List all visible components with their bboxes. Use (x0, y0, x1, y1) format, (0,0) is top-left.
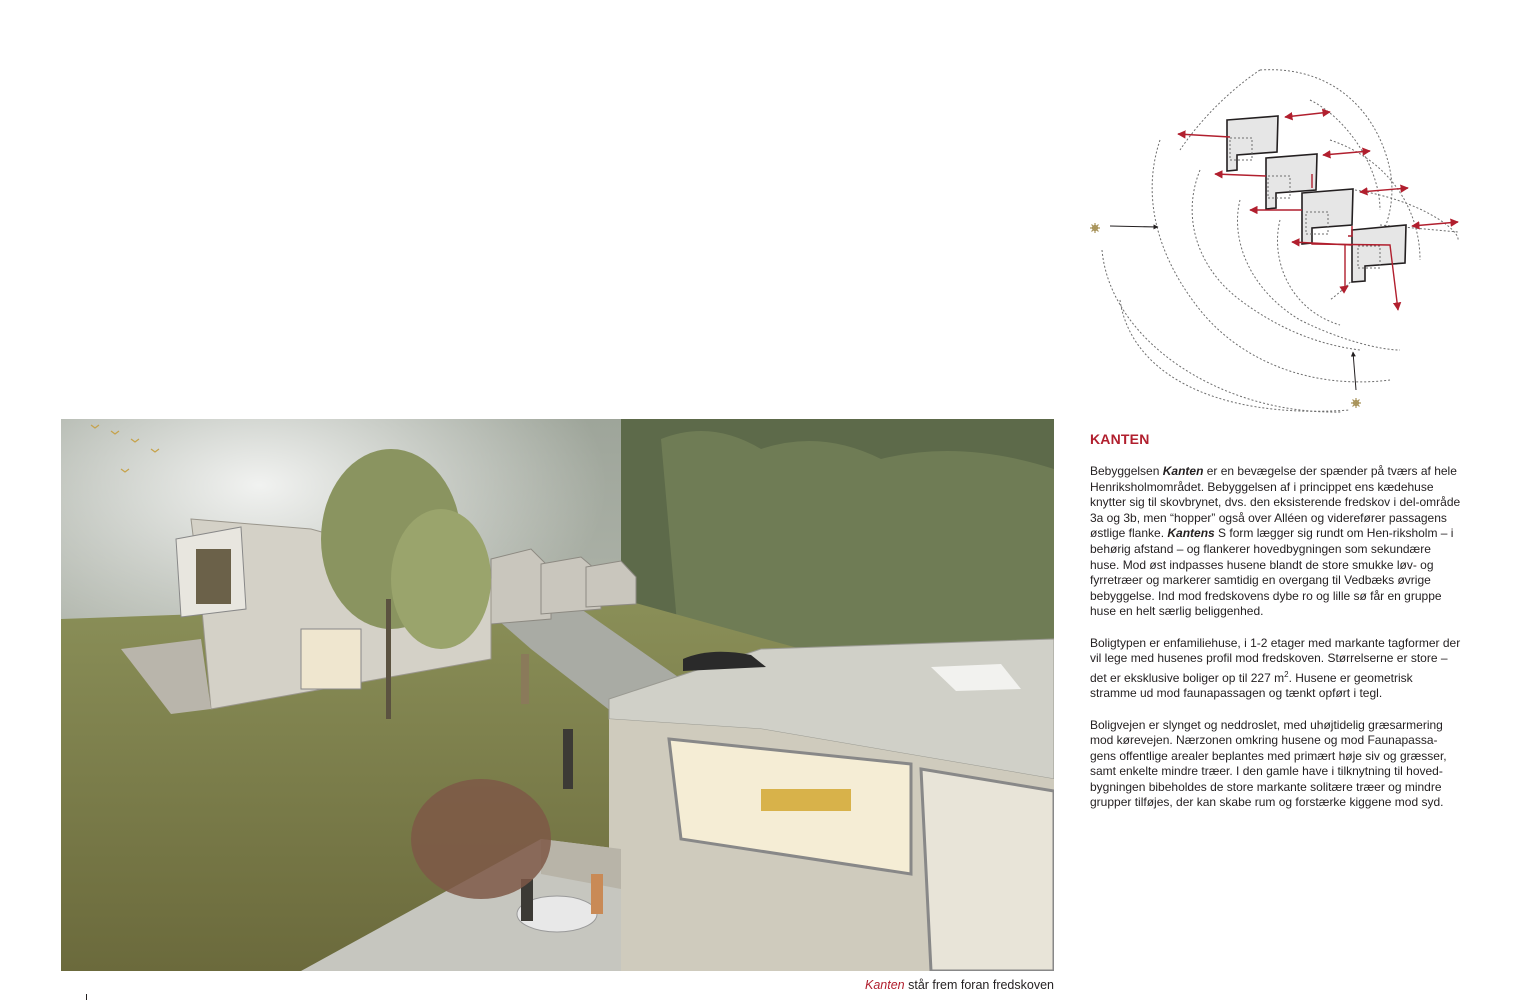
movement-arrow (1178, 134, 1230, 137)
term-kanten: Kanten (1162, 464, 1204, 478)
house-3 (1302, 189, 1353, 244)
person (591, 874, 603, 914)
paragraph-2-post: . Husene er geometrisk stramme ud mod faunapassagen og tænkt opført i tegl. (1090, 670, 1413, 701)
movement-arrow (1360, 188, 1408, 192)
image-caption (865, 978, 1054, 992)
site-plan-diagram (1080, 60, 1480, 430)
sun-icon (1090, 223, 1100, 233)
envelope-arc (1120, 300, 1350, 411)
paragraph-1-pre: Bebyggelsen (1090, 464, 1163, 478)
paragraph-1-mid: er en bevægelse der spænder på tværs af hele Henriksholmområdet. Bebyggelsen af i princippet ens kædehuse knytter sig til skovbrynet, dvs. den eksisterende fredskov i del-område 3a og 3b, men “hopper” også over Alléen og viderefører passagens østlige flanke. (1090, 464, 1461, 541)
architectural-rendering (61, 419, 1054, 971)
term-kantens: Kantens (1167, 526, 1215, 541)
movement-arrow (1323, 151, 1370, 155)
red-tree (411, 779, 551, 899)
movement-arrow (1348, 226, 1352, 236)
paragraph-2 (1090, 636, 1462, 702)
paragraph-1-post: S form lægger sig rundt om Hen-riksholm – i behørig afstand – og flankerer hovedbygningen som sekundære huse. Mod øst indpasses husene blandt de store smukke løv- og fyrretræer og markerer samtidig en overgang til Vedbæks øvrige bebyggelse. Ind mod fredskovens dybe ro og lille sø får en gruppe huse en helt særlig beliggenhed. (1090, 526, 1454, 619)
paragraph-2-pre: Boligtypen er enfamiliehuse, i 1-2 etager med markante tagformer der vil lege med husenes profil mod fredskoven. Størrelserne er store – det er eksklusive boliger op til 227 m (1090, 635, 1461, 685)
paragraph-1 (1090, 464, 1462, 620)
house-4 (1352, 225, 1406, 282)
body-text (1090, 464, 1462, 827)
sun-icon (1351, 398, 1361, 408)
movement-arrow (1215, 174, 1266, 176)
page-mark (86, 994, 87, 1000)
caption-term: Kanten (865, 978, 905, 992)
direction-arrow-icon (1110, 226, 1158, 227)
section-heading: KANTEN (1090, 431, 1150, 447)
tree (391, 509, 491, 649)
person (521, 654, 529, 704)
person (563, 729, 573, 789)
paragraph-2-sup: 2 (1284, 669, 1289, 679)
movement-arrow (1285, 112, 1330, 117)
envelope-arc (1102, 250, 1342, 412)
movement-arrow (1412, 222, 1458, 226)
foreground-building (609, 639, 1054, 971)
paragraph-3: Boligvejen er slynget og neddroslet, med uhøjtidelig græsarmering mod kørevejen. Nærzonen omkring husene og mod Faunapassa-gens offentlige arealer beplantes med primært høje siv og græsser, samt enkelte mindre træer. I den gamle have i tilknytning til hoved-bygningen bibeholdes de store markante solitære træer og mindre grupper tilføjes, der kan skabe rum og forstærke kiggene mod syd. (1090, 717, 1447, 810)
direction-arrow-icon (1353, 352, 1356, 390)
caption-rest: står frem foran fredskoven (904, 978, 1054, 992)
movement-arrow (1345, 245, 1348, 288)
